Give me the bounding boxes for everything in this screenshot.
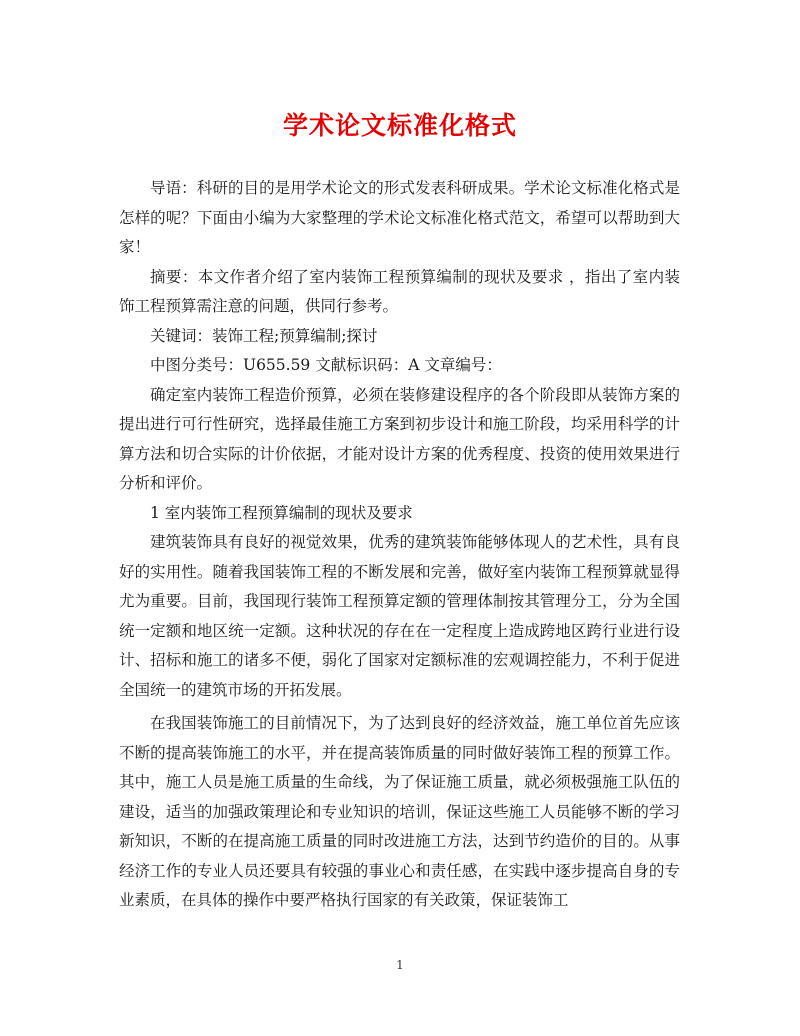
- intro-paragraph: 导语：科研的目的是用学术论文的形式发表科研成果。学术论文标准化格式是怎样的呢？下面由小编为大家整理的学术论文标准化格式范文，希望可以帮助到大家！: [119, 179, 680, 256]
- body-paragraph: 在我国装饰施工的目前情况下，为了达到良好的经济效益，施工单位首先应该不断的提高装饰施工的水平，并在提高装饰质量的同时做好装饰工程的预算工作。其中，施工人员是施工质量的生命线，为了保证施工质量，就必须极强施工队伍的建设，适当的加强政策理论和专业知识的培训，保证这些施工人员能够不断的学习新知识，不断的在提高施工质量的同时改进施工方法，达到节约造价的目的。从事经济工作的专业人员还要具有较强的事业心和责任感，在实践中逐步提高自身的专业素质，在具体的操作中要严格执行国家的有关政策，保证装饰工: [119, 714, 680, 909]
- document-title: 学术论文标准化格式: [282, 111, 517, 140]
- keywords-paragraph: 关键词：装饰工程;预算编制;探讨: [150, 326, 378, 345]
- body-paragraph: 建筑装饰具有良好的视觉效果，优秀的建筑装饰能够体现人的艺术性，具有良好的实用性。随着我国装饰工程的不断发展和完善，做好室内装饰工程预算就显得尤为重要。目前，我国现行装饰工程预算定额的管理体制按其管理分工，分为全国统一定额和地区统一定额。这种状况的存在在一定程度上造成跨地区跨行业进行设计、招标和施工的诸多不便，弱化了国家对定额标准的宏观调控能力，不利于促进全国统一的建筑市场的开拓发展。: [119, 533, 680, 699]
- body-paragraph: 确定室内装饰工程造价预算，必须在装修建设程序的各个阶段即从装饰方案的提出进行可行性研究，选择最佳施工方案到初步设计和施工阶段，均采用科学的计算方法和切合实际的计价依据，才能对设计方案的优秀程度、投资的使用效果进行分析和评价。: [119, 385, 680, 492]
- classification-paragraph: 中图分类号：U655.59 文献标识码：A 文章编号：: [150, 356, 502, 374]
- section-heading: 1 室内装饰工程预算编制的现状及要求: [150, 503, 413, 522]
- document-body: [119, 174, 680, 916]
- page-number: 1: [396, 958, 404, 972]
- abstract-paragraph: 摘要：本文作者介绍了室内装饰工程预算编制的现状及要求 ，指出了室内装饰工程预算需注意的问题，供同行参考。: [119, 267, 680, 315]
